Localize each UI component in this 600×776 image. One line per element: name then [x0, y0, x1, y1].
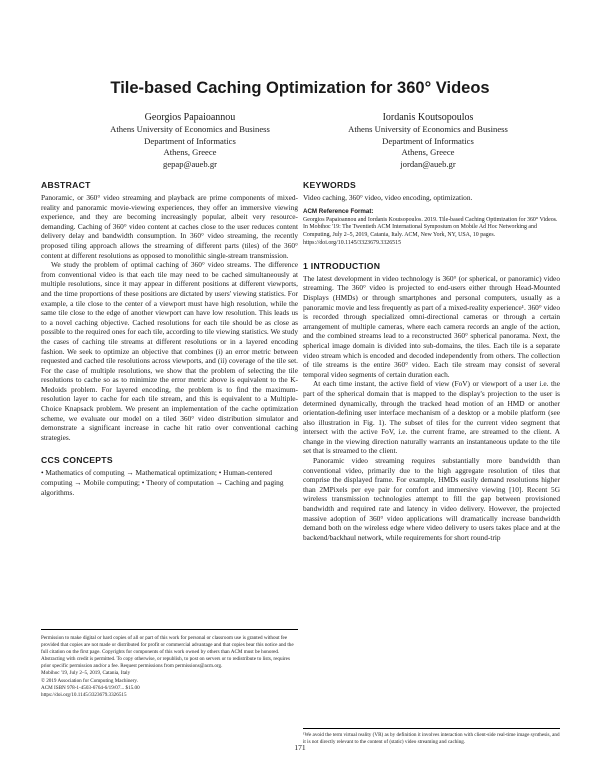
copyright-line: © 2019 Association for Computing Machinery.: [41, 677, 138, 684]
author-block-1: [60, 111, 320, 170]
author-email: gepap@aueb.gr: [163, 158, 217, 169]
author-affiliation: Athens University of Economics and Business: [348, 124, 508, 134]
abstract-heading: ABSTRACT: [41, 180, 91, 190]
intro-paragraph-1: The latest development in video technology is 360° (or spherical, or panoramic) video streaming. The 360° video is projected to end-users either through Head-Mounted Displays (HMDs) or through smartphones and personal computers, usually as a panoramic movie and less frequently as part of a mixed-reality experience¹. 360° video is recorded through specialized omni-directional cameras or through a certain arrangement of multiple cameras, where each camera records an angle of the action, and the combined streams lead to a reconstructed 360° spherical panorama. Next, the spherical image domain is divided into sub-domains, the tiles. Each tile is a separate video stream which is encoded and decoded independently from others. The collection of tile streams is the entire 360° video. Each tile stream may consist of several temporal video segments of certain duration each.: [303, 273, 560, 379]
reference-format-heading: ACM Reference Format:: [303, 207, 374, 215]
page-number: 171: [294, 743, 306, 752]
permission-notice: [41, 629, 298, 699]
author-email: jordan@aueb.gr: [400, 158, 456, 169]
left-column: [41, 180, 298, 497]
author-block-2: [298, 111, 558, 170]
author-department: Department of Informatics: [144, 135, 236, 146]
introduction-heading: 1 INTRODUCTION: [303, 260, 381, 271]
author-name: Iordanis Koutsopoulos: [382, 112, 474, 123]
keywords-text: Video caching, 360° video, video encoding, optimization.: [303, 193, 473, 202]
footnote-text: ¹We avoid the term virtual reality (VR) as by definition it involves interaction with client-side real-time image synthesis, and it is not directly relevant to the content of (static) video streaming and caching.: [303, 732, 560, 746]
right-column: [303, 180, 560, 542]
reference-format-text: Georgios Papaioannou and Iordanis Koutsopoulos. 2019. Tile-based Caching Optimization for 360° Videos. In Mobihoc '19: The Twentieth ACM International Symposium on Mobile Ad Hoc Networking and Computing, July 2–5, 2019, Catania, Italy. ACM, New York, NY, USA, 10 pages. https://doi.org/10.1145/3323679.3326515: [303, 216, 558, 246]
author-department: Department of Informatics: [382, 135, 474, 146]
intro-paragraph-3: Panoramic video streaming requires substantially more bandwidth than conventional video, primarily due to the high aggregate resolution of tiles that comprise the displayed frame. For example, HMDs easily demand resolutions higher than 2MPixels per eye pair for comfort and immersive viewing [10]. Recent 5G wireless transmission technologies attempt to fill the gap between provisioned bandwidth and required rate and latency in video delivery. However, the projected massive adoption of 360° video applications will dramatically increase bandwidth demand both on the wireless edge where video delivery to users takes place and at the backend/backhaul network, while requirements for short round-trip: [303, 456, 560, 542]
abstract-paragraph-1: Panoramic, or 360° video streaming and playback are prime components of mixed-reality and panoramic movie-viewing experiences, they offer an immersive viewing experience, and they are becoming increasingly popular, albeit very resource-demanding. Caching of 360° video content at caches close to the user reduces content delivery delay and bandwidth consumption. In 360° video streaming, the recently proposed tiling approach allows the streaming of different parts (tiles) of the 360° content at different resolutions as opposed to monolithic single-stream transmission.: [41, 193, 298, 260]
permission-text: Permission to make digital or hard copies of all or part of this work for personal or classroom use is granted without fee provided that copies are not made or distributed for profit or commercial advantage and that copies bear this notice and the full citation on the first page. Copyrights for components of this work owned by others than ACM must be honored. Abstracting with credit is permitted. To copy otherwise, or republish, to post on servers or to redistribute to lists, requires prior specific permission and/or a fee. Request permissions from permissions@acm.org.: [41, 635, 294, 670]
author-name: Georgios Papaioannou: [144, 112, 236, 123]
ccs-heading: CCS CONCEPTS: [41, 455, 113, 466]
author-location: Athens, Greece: [401, 147, 455, 158]
keywords-heading: KEYWORDS: [303, 180, 357, 190]
author-location: Athens, Greece: [163, 147, 217, 158]
conference-line: Mobihoc '19, July 2–5, 2019, Catania, Italy: [41, 670, 131, 677]
abstract-paragraph-2: We study the problem of optimal caching of 360° video streams. The difference from conventional video is that each tile may need to be cached simultaneously at multiple resolutions, since it may appear in different positions at different viewports, and the time proportions of these positions are dictated by users' viewing statistics. For example, a tile close to the center of a viewport must have high resolution, while the same tile close to the edge of another viewport can have low resolution. This leads us to a novel caching objective. Cached resolutions for each tile should be as close as possible to the required ones for each tile, according to tile viewing statistics. We study the cases of caching tile streams at different resolutions or in a layered encoding fashion. We seek to optimize an objective that combines (i) an error metric between requested and cached tile resolutions across viewports, and (ii) coverage of the tile set. For the case of multiple resolutions, we show that the problem of selecting the tile resolutions to cache so as to minimize the error metric above is equivalent to the K-Medoids problem. For layered encoding, the problem is to find the maximum-resolution layer to cache for each tile stream, and this is equivalent to a Multiple-Choice Knapsack problem. We present an implementation of the cache optimization scheme, we evaluate our model on a tiled 360° video distribution simulator and demonstrate a significant increase in cache hit ratio over conventional caching strategies.: [41, 260, 298, 442]
author-affiliation: Athens University of Economics and Business: [110, 124, 270, 134]
intro-paragraph-2: At each time instant, the active field of view (FoV) or viewport of a user i.e. the part of the spherical domain that is mapped to the display's projection to the user is determined dynamically, through the tracked head motion of an HMD or another orientation-defining user interface mechanism of a desktop or a mobile platform (see also illustration in Fig. 1). The subset of tiles for the current video segment that intersect with the active FoV, i.e. the current frame, are streamed to the client. A change in the viewing direction naturally warrants an instantaneous update to the tile set that is streamed to the client.: [303, 379, 560, 456]
ccs-concepts: • Mathematics of computing → Mathematical optimization; • Human-centered computing → Mobile computing; • Theory of computation → Caching and paging algorithms.: [41, 468, 284, 497]
paper-title: Tile-based Caching Optimization for 360° Videos: [110, 79, 490, 97]
doi-link[interactable]: https://doi.org/10.1145/3323679.3326515: [41, 691, 127, 698]
isbn-line: ACM ISBN 978-1-4503-6764-6/19/07... $15.00: [41, 684, 140, 691]
